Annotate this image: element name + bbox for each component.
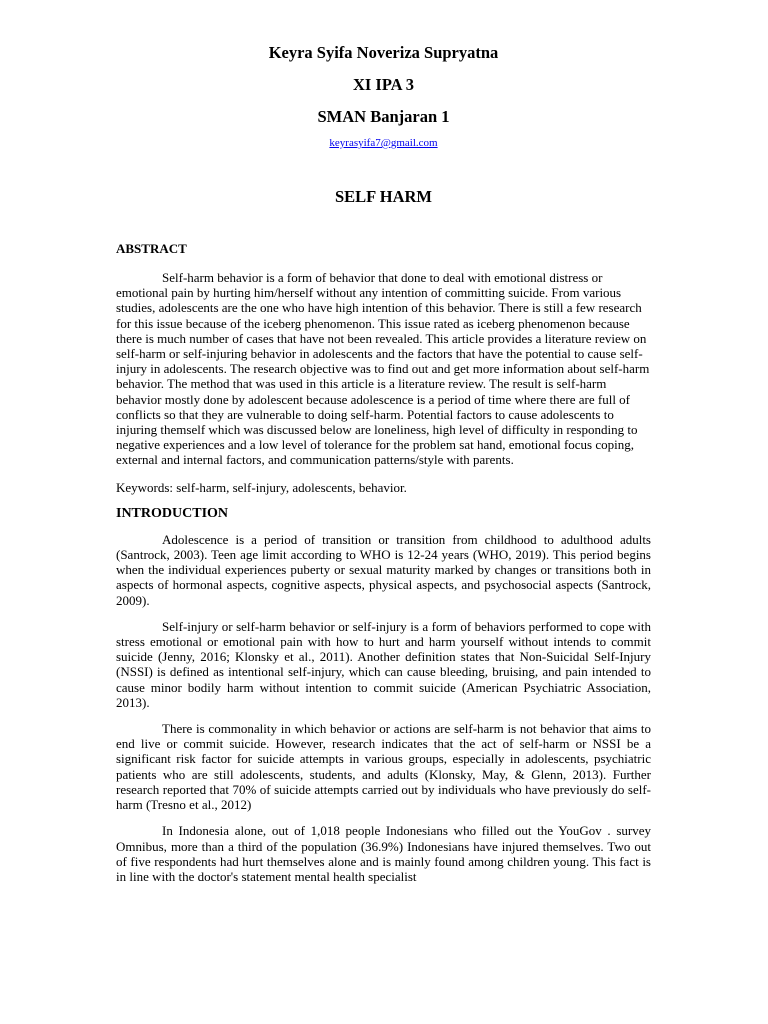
author-school: SMAN Banjaran 1 xyxy=(317,107,450,126)
document-page xyxy=(116,42,651,884)
abstract-heading: ABSTRACT xyxy=(116,241,187,256)
author-name: Keyra Syifa Noveriza Supryatna xyxy=(268,43,499,62)
author-email-link[interactable]: keyrasyifa7@gmail.com xyxy=(329,137,438,149)
introduction-paragraph: In Indonesia alone, out of 1,018 people Indonesians who filled out the YouGov . survey Omnibus, more than a third of the population (36.9%) Indonesians have injured themselves. Two out of five respondents had hurt themselves alone and is mainly found among children young. This fact is in line with the doctor's statement mental health specialist xyxy=(116,823,651,884)
abstract-body: Self-harm behavior is a form of behavior that done to deal with emotional distress or emotional pain by hurting him/herself without any intention of committing suicide. From various studies, adolescents are the one who have high intention of this behavior. There is still a few research for this issue because of the iceberg phenomenon. This issue rated as iceberg phenomenon because there is much number of cases that have not been revealed. This article provides a literature review on self-harm or self-injuring behavior in adolescents and the factors that have the potential to cause self-injury in adolescents. The research objective was to find out and get more information about self-harm behavior. The method that was used in this article is a literature review. The result is self-harm behavior mostly done by adolescent because adolescence is a period of time where there are full of conflicts so that they are vulnerable to doing self-harm. Potential factors to cause adolescents to injuring themself which was discussed below are loneliness, high level of difficulty in responding to negative experiences and a low level of tolerance for the problem sat hand, emotional focus coping, external and internal factors, and communication patterns/style with parents. xyxy=(116,270,650,468)
author-class: XI IPA 3 xyxy=(352,75,415,94)
document-title: SELF HARM xyxy=(334,187,433,206)
introduction-paragraph: Adolescence is a period of transition or transition from childhood to adulthood adults (Santrock, 2003). Teen age limit according to WHO is 12-24 years (WHO, 2019). This period begins when the individual experiences puberty or sexual maturity marked by changes or transitions both in aspects of hormonal aspects, cognitive aspects, physical aspects, and psychosocial aspects (Santrock, 2009). xyxy=(116,531,651,608)
keywords-line: Keywords: self-harm, self-injury, adolescents, behavior. xyxy=(116,479,407,495)
introduction-paragraph: There is commonality in which behavior or actions are self-harm is not behavior that aims to end live or commit suicide. However, research indicates that the act of self-harm or NSSI be a significant risk factor for suicide attempts in various groups, especially in adolescents, psychiatric patients who are still adolescents, students, and adults (Klonsky, May, & Glenn, 2013). Further research reported that 70% of suicide attempts carried out by individuals who have previously do self-harm (Tresno et al., 2012) xyxy=(116,721,651,813)
introduction-paragraph: Self-injury or self-harm behavior or self-injury is a form of behaviors performed to cope with stress emotional or emotional pain with how to hurt and harm yourself without intends to commit suicide (Jenny, 2016; Klonsky et al., 2011). Another definition states that Non-Suicidal Self-Injury (NSSI) is defined as intentional self-injury, which can cause bleeding, bruising, and pain intended to cause minor bodily harm without intention to commit suicide (American Psychiatric Association, 2013). xyxy=(116,618,651,710)
introduction-heading: INTRODUCTION xyxy=(116,505,229,521)
